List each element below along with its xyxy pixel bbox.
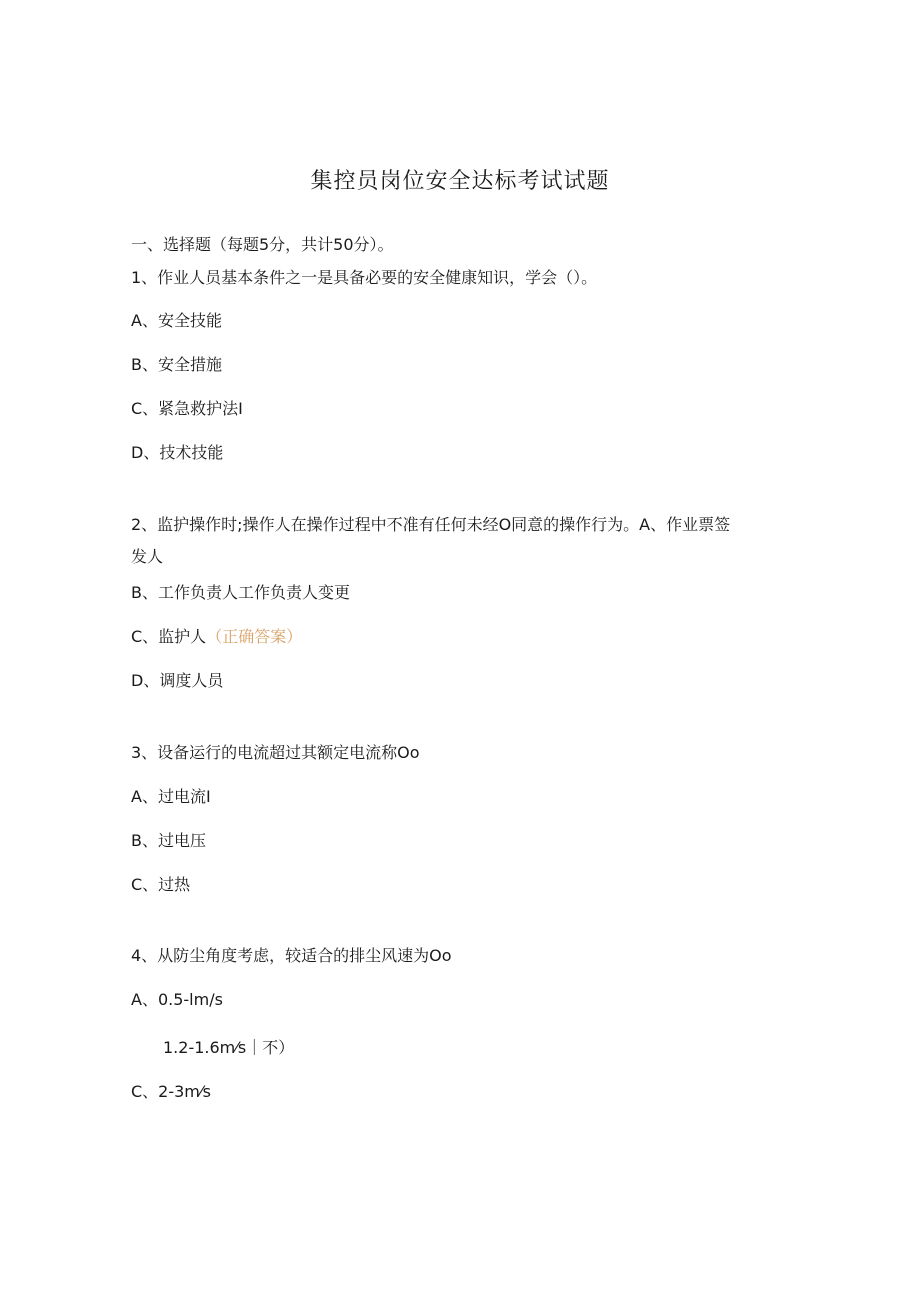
question-2-option-b: B、工作负责人工作负责人变更 bbox=[131, 583, 350, 602]
question-4-stem: 4、从防尘角度考虑，较适合的排尘风速为Oo bbox=[131, 946, 452, 965]
question-1-option-b: B、安全措施 bbox=[131, 355, 222, 374]
question-3-stem: 3、设备运行的电流超过其额定电流称Oo bbox=[131, 743, 420, 762]
question-2-stem-line-1: 2、监护操作时;操作人在操作过程中不准有任何未经O同意的操作行为。A、作业票签 bbox=[131, 515, 731, 534]
question-4-option-b: 1.2-1.6m⁄s｜不） bbox=[163, 1038, 295, 1057]
question-2-stem-line-2: 发人 bbox=[131, 547, 164, 566]
question-1-option-c: C、紧急救护法I bbox=[131, 399, 243, 418]
question-1-option-d: D、技术技能 bbox=[131, 443, 224, 462]
exam-title: 集控员岗位安全达标考试试题 bbox=[310, 169, 610, 194]
question-2-option-c-text: C、监护人 bbox=[131, 627, 207, 646]
question-2-option-c bbox=[131, 627, 302, 647]
question-4-option-c: C、2-3m⁄s bbox=[131, 1082, 211, 1101]
question-2-option-d: D、调度人员 bbox=[131, 671, 224, 690]
question-3-option-c: C、过热 bbox=[131, 875, 191, 894]
question-1-stem: 1、作业人员基本条件之一是具备必要的安全健康知识，学会（）。 bbox=[131, 268, 598, 287]
correct-answer-marker: （正确答案） bbox=[206, 627, 303, 646]
question-3-option-a: A、过电流I bbox=[131, 787, 211, 806]
question-3-option-b: B、过电压 bbox=[131, 831, 206, 850]
section-heading: 一、选择题（每题5分，共计50分）。 bbox=[131, 235, 394, 254]
question-4-option-a: A、0.5-lm/s bbox=[131, 990, 223, 1009]
question-1-option-a: A、安全技能 bbox=[131, 311, 222, 330]
